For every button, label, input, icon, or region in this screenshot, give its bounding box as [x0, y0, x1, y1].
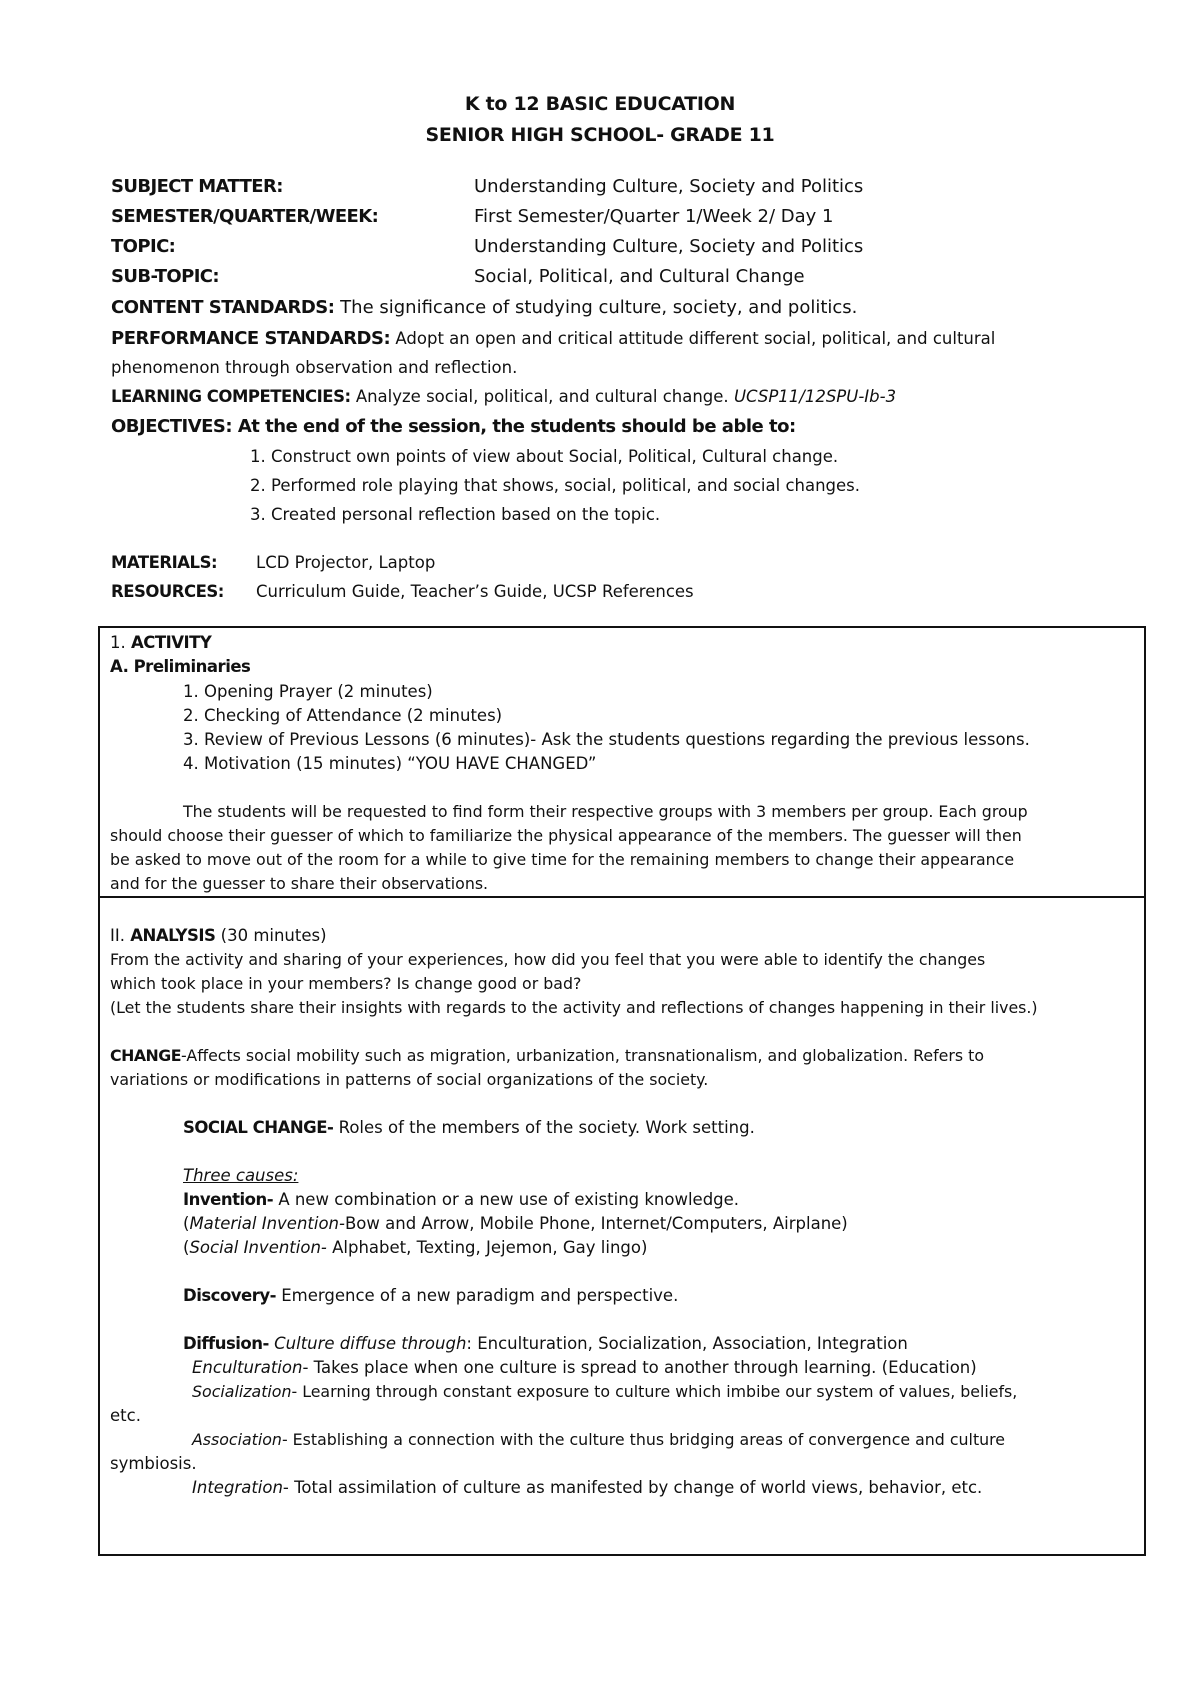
- preliminary-step: 3. Review of Previous Lessons (6 minutes)- Ask the students questions regarding the previous lessons.: [183, 730, 1030, 749]
- preliminary-step: 4. Motivation (15 minutes) “YOU HAVE CHANGED”: [183, 754, 597, 773]
- association-cont: symbiosis.: [110, 1454, 197, 1473]
- social-invention-label: Social Invention-: [189, 1238, 327, 1257]
- socialization-cont: etc.: [110, 1406, 141, 1425]
- activity-paragraph-line: should choose their guesser of which to familiarize the physical appearance of the members. The guesser will then: [110, 826, 1022, 845]
- activity-box: [98, 626, 1146, 898]
- social-change-row: [183, 1116, 755, 1140]
- subtopic-value: Social, Political, and Cultural Change: [474, 266, 805, 287]
- diffusion-label: Diffusion-: [183, 1334, 269, 1353]
- discovery-row: [183, 1284, 678, 1308]
- paren: (: [183, 1238, 190, 1257]
- enculturation-row: [192, 1356, 977, 1380]
- three-causes-heading: Three causes:: [183, 1166, 299, 1185]
- competency-code: UCSP11/12SPU-Ib-3: [733, 387, 897, 406]
- analysis-question-line: From the activity and sharing of your experiences, how did you feel that you were able to identify the changes: [110, 950, 986, 969]
- content-standards: [111, 293, 1121, 322]
- paren: (: [183, 1214, 190, 1233]
- preliminaries-heading: A. Preliminaries: [110, 657, 251, 676]
- change-definition: [110, 1044, 984, 1068]
- enculturation-label: Enculturation: [192, 1358, 303, 1377]
- invention-row: [183, 1188, 739, 1212]
- performance-standards-cont: phenomenon through observation and reflection.: [111, 358, 518, 377]
- integration-text: - Total assimilation of culture as manifested by change of world views, behavior, etc.: [282, 1478, 983, 1497]
- activity-number: 1.: [110, 633, 126, 652]
- discovery-label: Discovery-: [183, 1286, 276, 1305]
- material-invention-text: Bow and Arrow, Mobile Phone, Internet/Computers, Airplane): [344, 1214, 848, 1233]
- material-invention-label: Material Invention-: [189, 1214, 345, 1233]
- analysis-question-line: (Let the students share their insights with regards to the activity and reflections of changes happening in their lives.): [110, 998, 1038, 1017]
- diffusion-text: : Enculturation, Socialization, Association, Integration: [466, 1334, 908, 1353]
- socialization-row: [192, 1380, 1017, 1404]
- performance-standards: [111, 324, 1121, 353]
- objectives-heading: [111, 412, 1121, 441]
- invention-text: A new combination or a new use of existing knowledge.: [278, 1190, 740, 1209]
- activity-paragraph-line: The students will be requested to find form their respective groups with 3 members per group. Each group: [183, 802, 1028, 821]
- analysis-question-line: which took place in your members? Is change good or bad?: [110, 974, 582, 993]
- learning-competencies: [111, 382, 1121, 411]
- enculturation-text: - Takes place when one culture is spread to another through learning. (Education): [302, 1358, 977, 1377]
- objectives-label: OBJECTIVES: At the end of the session, the students should be able to:: [111, 416, 796, 437]
- association-row: [192, 1428, 1005, 1452]
- resources-value: Curriculum Guide, Teacher’s Guide, UCSP References: [256, 582, 694, 601]
- objective-item: 2. Performed role playing that shows, social, political, and social changes.: [250, 476, 861, 495]
- preliminary-step: 1. Opening Prayer (2 minutes): [183, 682, 433, 701]
- materials-label: MATERIALS:: [111, 553, 218, 572]
- change-label: CHANGE: [110, 1046, 182, 1065]
- invention-label: Invention-: [183, 1190, 274, 1209]
- topic-label: TOPIC:: [111, 236, 176, 257]
- socialization-text: - Learning through constant exposure to culture which imbibe our system of values, beliefs,: [291, 1382, 1018, 1401]
- integration-row: [192, 1476, 982, 1500]
- subject-matter-label: SUBJECT MATTER:: [111, 176, 283, 197]
- subject-matter-value: Understanding Culture, Society and Politics: [474, 176, 864, 197]
- activity-paragraph-line: and for the guesser to share their observations.: [110, 874, 489, 893]
- materials-value: LCD Projector, Laptop: [256, 553, 436, 572]
- social-invention-text: Alphabet, Texting, Jejemon, Gay lingo): [332, 1238, 648, 1257]
- resources-label: RESOURCES:: [111, 582, 224, 601]
- integration-label: Integration: [192, 1478, 283, 1497]
- activity-paragraph-line: be asked to move out of the room for a while to give time for the remaining members to change their appearance: [110, 850, 1015, 869]
- objective-item: 1. Construct own points of view about Social, Political, Cultural change.: [250, 447, 839, 466]
- doc-title: K to 12 BASIC EDUCATION: [464, 93, 736, 115]
- learning-competencies-label: LEARNING COMPETENCIES:: [111, 387, 351, 406]
- learning-competencies-value: Analyze social, political, and cultural change.: [355, 387, 729, 406]
- discovery-text: Emergence of a new paradigm and perspective.: [281, 1286, 679, 1305]
- diffusion-italic: Culture diffuse through: [274, 1334, 467, 1353]
- analysis-heading: [110, 924, 327, 948]
- semester-value: First Semester/Quarter 1/Week 2/ Day 1: [474, 206, 834, 227]
- semester-label: SEMESTER/QUARTER/WEEK:: [111, 206, 379, 227]
- social-change-text: Roles of the members of the society. Work setting.: [338, 1118, 755, 1137]
- content-standards-value: The significance of studying culture, society, and politics.: [340, 297, 858, 318]
- socialization-label: Socialization: [192, 1382, 292, 1401]
- performance-standards-value: Adopt an open and critical attitude different social, political, and cultural: [395, 329, 996, 348]
- analysis-box: [98, 896, 1146, 1556]
- objective-item: 3. Created personal reflection based on the topic.: [250, 505, 661, 524]
- diffusion-row: [183, 1332, 908, 1356]
- analysis-number: II.: [110, 926, 125, 945]
- content-standards-label: CONTENT STANDARDS:: [111, 297, 335, 318]
- activity-heading: [110, 631, 211, 655]
- analysis-duration: (30 minutes): [220, 926, 327, 945]
- performance-standards-label: PERFORMANCE STANDARDS:: [111, 328, 391, 349]
- material-invention-row: [183, 1212, 848, 1236]
- association-label: Association: [192, 1430, 282, 1449]
- topic-value: Understanding Culture, Society and Politics: [474, 236, 864, 257]
- change-definition-cont: variations or modifications in patterns of social organizations of the society.: [110, 1070, 709, 1089]
- social-change-label: SOCIAL CHANGE-: [183, 1118, 334, 1137]
- social-invention-row: [183, 1236, 647, 1260]
- activity-title: ACTIVITY: [131, 633, 212, 652]
- change-text: -Affects social mobility such as migration, urbanization, transnationalism, and globalization. Refers to: [181, 1046, 984, 1065]
- association-text: - Establishing a connection with the culture thus bridging areas of convergence and culture: [281, 1430, 1006, 1449]
- analysis-title: ANALYSIS: [130, 926, 216, 945]
- subtopic-label: SUB-TOPIC:: [111, 266, 220, 287]
- doc-subtitle: SENIOR HIGH SCHOOL- GRADE 11: [425, 124, 775, 146]
- preliminary-step: 2. Checking of Attendance (2 minutes): [183, 706, 503, 725]
